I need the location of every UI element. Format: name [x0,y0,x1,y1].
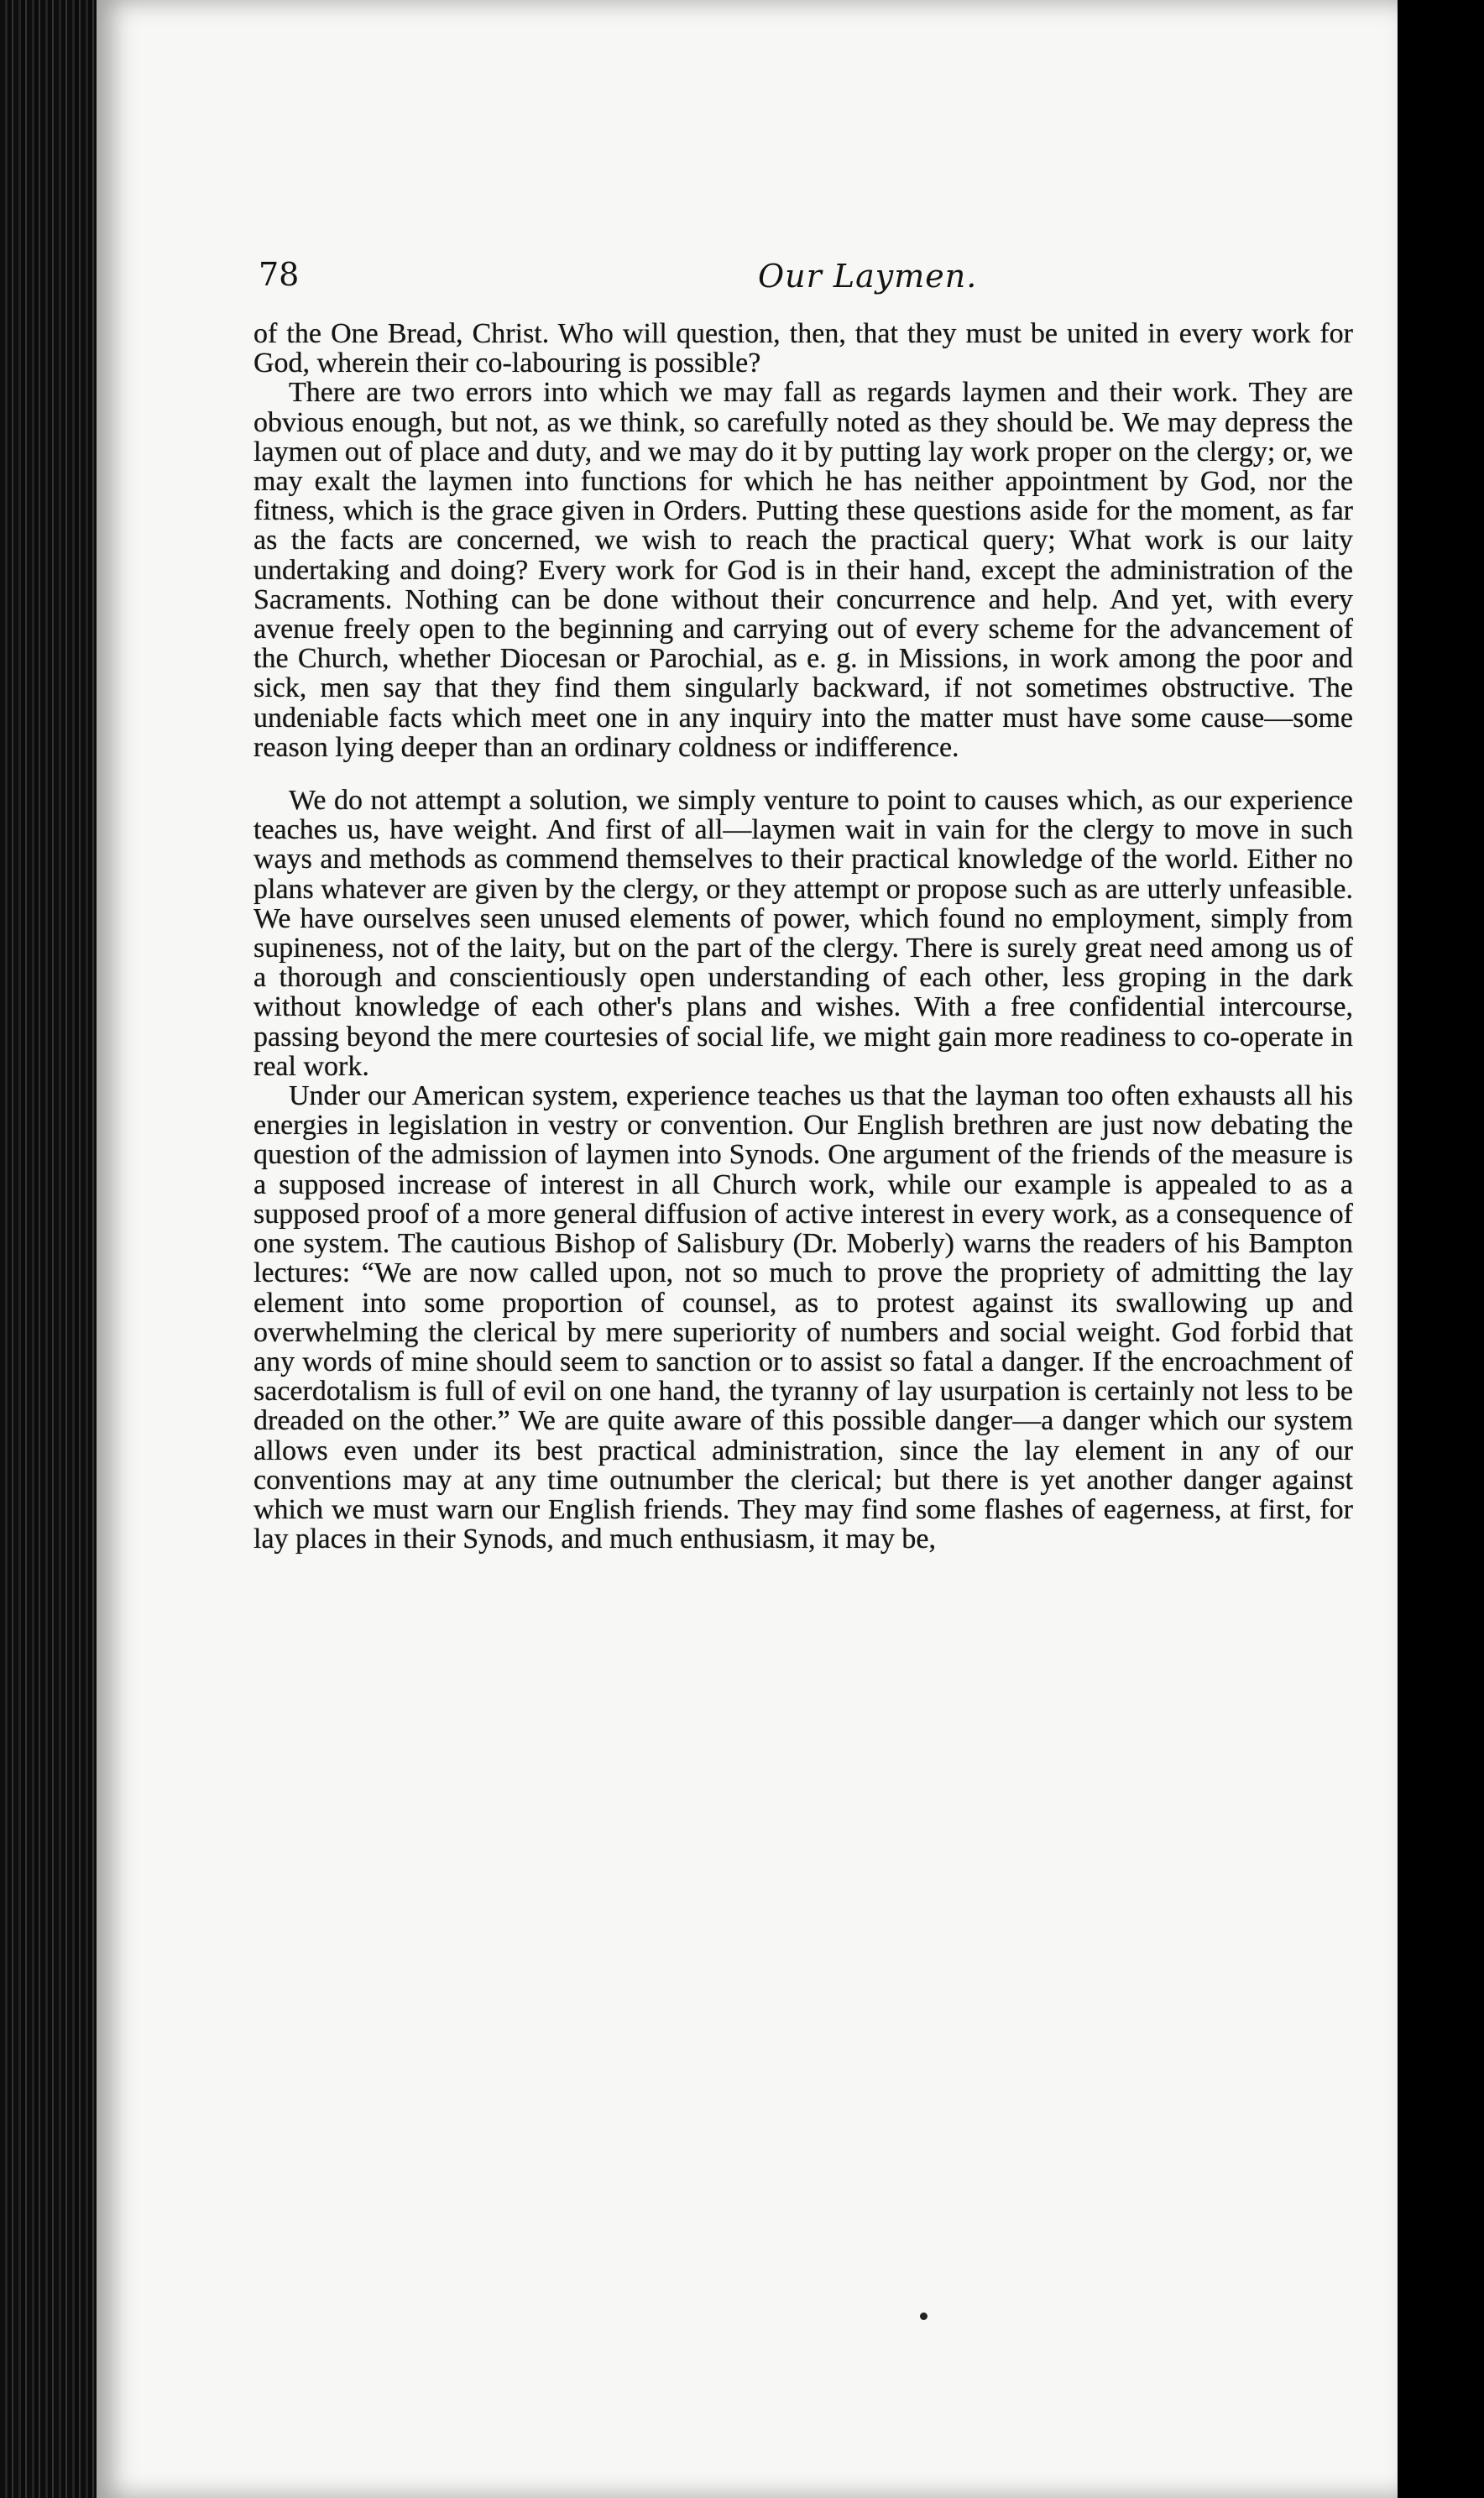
paragraph-causes: We do not attempt a solution, we simply venture to point to causes which, as our experience teaches us, have weight. And first of all—laymen wait in vain for the clergy to move in such ways and methods as commend themselves to their practical knowledge of the world. Either no plans whatever are given by the clergy, or they attempt or propose such as are utterly unfeasible. We have ourselves seen unused elements of power, which found no employment, simply from supineness, not of the laity, but on the part of the clergy. There is surely great need among us of a thorough and conscientiously open understanding of each other, less groping in the dark without knowledge of each other's plans and wishes. With a free confidential intercourse, passing beyond the mere courtesies of social life, we might gain more readiness to co-operate in real work. [253,785,1353,1082]
ink-speck [920,2312,928,2320]
running-title: Our Laymen. [758,258,978,295]
scan-background [1398,0,1484,2498]
paragraph-american-system: Under our American system, experience teaches us that the layman too often exhausts all his energies in legislation in vestry or convention. Our English brethren are just now debating the question of the admission of laymen into Synods. One argument of the friends of the measure is a supposed increase of interest in all Church work, while our example is appealed to as a supposed proof of a more general diffusion of active interest in every work, as a consequence of one system. The cautious Bishop of Salisbury (Dr. Moberly) warns the readers of his Bampton lectures: “We are now called upon, not so much to prove the propriety of admitting the lay element into some proportion of counsel, as to protest against its swallowing up and overwhelming the clerical by mere superiority of numbers and social weight. God forbid that any words of mine should seem to sanction or to assist so fatal a danger. If the encroachment of sacerdotalism is full of evil on one hand, the tyranny of lay usurpation is certainly not less to be dreaded on the other.” We are quite aware of this possible danger—a danger which our system allows even under its best practical administration, since the lay element in any of our conventions may at any time outnumber the clerical; but there is yet another danger against which we must warn our English friends. They may find some flashes of eagerness, at first, for lay places in their Synods, and much enthusiasm, it may be, [253,1080,1353,1555]
page-header [259,256,1350,315]
paragraph-continuation: of the One Bread, Christ. Who will question, then, that they must be united in every work for God, wherein their co-labouring is possible? [253,318,1353,379]
page-number: 78 [259,256,300,293]
book-binding-edge [0,0,97,2498]
body-text [253,319,1353,1554]
paragraph-two-errors: There are two errors into which we may fall as regards laymen and their work. They are obvious enough, but not, as we think, so carefully noted as they should be. We may depress the laymen out of place and duty, and we may do it by putting lay work proper on the clergy; or, we may exalt the laymen into functions for which he has neither appointment by God, nor the fitness, which is the grace given in Orders. Putting these questions aside for the moment, as far as the facts are concerned, we wish to reach the practical query; What work is our laity undertaking and doing? Every work for God is in their hand, except the administration of the Sacraments. Nothing can be done without their concurrence and help. And yet, with every avenue freely open to the beginning and carrying out of every scheme for the advancement of the Church, whether Diocesan or Parochial, as e. g. in Missions, in work among the poor and sick, men say that they find them singularly backward, if not sometimes obstructive. The undeniable facts which meet one in any inquiry into the matter must have some cause—some reason lying deeper than an ordinary coldness or indifference. [253,377,1353,763]
